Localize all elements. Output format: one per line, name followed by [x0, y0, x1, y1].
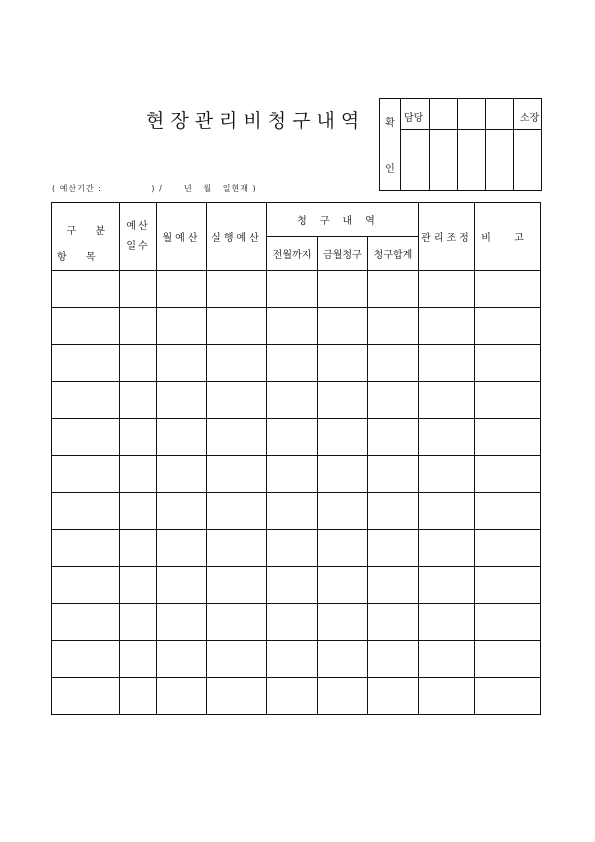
table-row	[52, 641, 541, 678]
approval-sign-2[interactable]	[430, 130, 458, 191]
cell-remarks[interactable]	[475, 530, 541, 567]
cell-prev-month[interactable]	[267, 530, 318, 567]
header-exec-budget: 실행예산	[207, 203, 267, 271]
cell-mgmt-adjust[interactable]	[419, 530, 475, 567]
cell-exec-budget[interactable]	[207, 678, 267, 715]
cell-exec-budget[interactable]	[207, 345, 267, 382]
approval-side-bottom: 인	[385, 164, 395, 175]
table-row	[52, 419, 541, 456]
cell-mgmt-adjust[interactable]	[419, 456, 475, 493]
cell-prev-month[interactable]	[267, 604, 318, 641]
cell-claim-total[interactable]	[368, 641, 419, 678]
cell-exec-budget[interactable]	[207, 419, 267, 456]
cell-item[interactable]	[52, 493, 120, 530]
cell-item[interactable]	[52, 641, 120, 678]
approval-sign-3[interactable]	[458, 130, 486, 191]
approval-manager-label: 소장	[520, 113, 540, 124]
approval-staff-label: 담당	[404, 113, 424, 124]
budget-period-line: ( 예산기간 : ) / 년 월 일현재 )	[52, 184, 257, 193]
cell-claim-total[interactable]	[368, 382, 419, 419]
header-remarks: 비 고	[475, 203, 541, 271]
cell-exec-budget[interactable]	[207, 567, 267, 604]
cell-budget-days[interactable]	[120, 456, 157, 493]
cell-this-month[interactable]	[318, 641, 368, 678]
cell-claim-total[interactable]	[368, 345, 419, 382]
cell-budget-days[interactable]	[120, 419, 157, 456]
header-monthly-budget: 월예산	[157, 203, 207, 271]
cell-budget-days[interactable]	[120, 530, 157, 567]
table-row	[52, 530, 541, 567]
header-this-month: 금월청구	[318, 237, 368, 271]
cell-remarks[interactable]	[475, 308, 541, 345]
cell-mgmt-adjust[interactable]	[419, 308, 475, 345]
cell-exec-budget[interactable]	[207, 382, 267, 419]
approval-header-3	[458, 99, 486, 130]
header-claim-total: 청구합계	[368, 237, 419, 271]
approval-header-4	[486, 99, 514, 130]
header-category-bottom: 항 목	[57, 251, 104, 263]
cell-exec-budget[interactable]	[207, 641, 267, 678]
table-row	[52, 345, 541, 382]
table-row	[52, 567, 541, 604]
approval-sign-manager[interactable]	[514, 130, 542, 191]
cell-monthly-budget[interactable]	[157, 530, 207, 567]
cell-exec-budget[interactable]	[207, 530, 267, 567]
cell-this-month[interactable]	[318, 530, 368, 567]
table-row	[52, 493, 541, 530]
cell-exec-budget[interactable]	[207, 604, 267, 641]
cell-prev-month[interactable]	[267, 641, 318, 678]
cell-monthly-budget[interactable]	[157, 678, 207, 715]
cell-remarks[interactable]	[475, 419, 541, 456]
cell-monthly-budget[interactable]	[157, 456, 207, 493]
cell-remarks[interactable]	[475, 456, 541, 493]
cell-this-month[interactable]	[318, 382, 368, 419]
cell-this-month[interactable]	[318, 493, 368, 530]
cell-claim-total[interactable]	[368, 419, 419, 456]
cell-this-month[interactable]	[318, 308, 368, 345]
cell-exec-budget[interactable]	[207, 493, 267, 530]
cell-budget-days[interactable]	[120, 308, 157, 345]
table-row	[52, 678, 541, 715]
cell-prev-month[interactable]	[267, 382, 318, 419]
cell-claim-total[interactable]	[368, 493, 419, 530]
header-claim-group: 청구내역	[267, 203, 419, 237]
approval-header-staff	[401, 99, 430, 130]
cell-exec-budget[interactable]	[207, 308, 267, 345]
cell-item[interactable]	[52, 382, 120, 419]
cell-budget-days[interactable]	[120, 382, 157, 419]
cell-remarks[interactable]	[475, 604, 541, 641]
cell-prev-month[interactable]	[267, 271, 318, 308]
header-budget-days	[120, 203, 157, 271]
cell-this-month[interactable]	[318, 567, 368, 604]
header-budget-days-top: 예산	[126, 220, 150, 232]
table-row	[52, 456, 541, 493]
approval-box	[379, 98, 542, 191]
cell-mgmt-adjust[interactable]	[419, 419, 475, 456]
cell-claim-total[interactable]	[368, 456, 419, 493]
cell-remarks[interactable]	[475, 382, 541, 419]
cell-remarks[interactable]	[475, 678, 541, 715]
cell-prev-month[interactable]	[267, 567, 318, 604]
cell-prev-month[interactable]	[267, 419, 318, 456]
header-category	[52, 203, 120, 271]
cell-item[interactable]	[52, 567, 120, 604]
cell-mgmt-adjust[interactable]	[419, 345, 475, 382]
approval-side-top: 확	[385, 118, 395, 129]
cell-remarks[interactable]	[475, 271, 541, 308]
table-row	[52, 308, 541, 345]
page-title: 현장관리비청구내역	[146, 110, 366, 132]
approval-sign-4[interactable]	[486, 130, 514, 191]
cell-prev-month[interactable]	[267, 308, 318, 345]
header-category-top: 구 분	[66, 225, 113, 237]
cell-item[interactable]	[52, 345, 120, 382]
table-row	[52, 604, 541, 641]
cell-monthly-budget[interactable]	[157, 567, 207, 604]
cell-this-month[interactable]	[318, 604, 368, 641]
cell-prev-month[interactable]	[267, 493, 318, 530]
cell-mgmt-adjust[interactable]	[419, 271, 475, 308]
cell-monthly-budget[interactable]	[157, 308, 207, 345]
cell-prev-month[interactable]	[267, 678, 318, 715]
cell-item[interactable]	[52, 308, 120, 345]
cell-this-month[interactable]	[318, 419, 368, 456]
header-prev-month: 전월까지	[267, 237, 318, 271]
cell-claim-total[interactable]	[368, 567, 419, 604]
approval-sign-staff[interactable]	[401, 130, 430, 191]
cell-monthly-budget[interactable]	[157, 604, 207, 641]
cell-monthly-budget[interactable]	[157, 345, 207, 382]
cell-this-month[interactable]	[318, 345, 368, 382]
approval-header-manager	[514, 99, 542, 130]
cell-claim-total[interactable]	[368, 604, 419, 641]
cell-this-month[interactable]	[318, 456, 368, 493]
cell-budget-days[interactable]	[120, 271, 157, 308]
cell-item[interactable]	[52, 604, 120, 641]
cell-remarks[interactable]	[475, 345, 541, 382]
cell-item[interactable]	[52, 678, 120, 715]
cell-mgmt-adjust[interactable]	[419, 641, 475, 678]
table-row	[52, 271, 541, 308]
cell-prev-month[interactable]	[267, 456, 318, 493]
cell-budget-days[interactable]	[120, 345, 157, 382]
approval-header-2	[430, 99, 458, 130]
cell-claim-total[interactable]	[368, 271, 419, 308]
cell-claim-total[interactable]	[368, 530, 419, 567]
cell-exec-budget[interactable]	[207, 271, 267, 308]
cell-mgmt-adjust[interactable]	[419, 382, 475, 419]
cell-mgmt-adjust[interactable]	[419, 604, 475, 641]
approval-side-label	[380, 99, 401, 191]
cell-claim-total[interactable]	[368, 308, 419, 345]
cell-monthly-budget[interactable]	[157, 271, 207, 308]
cell-remarks[interactable]	[475, 493, 541, 530]
cell-prev-month[interactable]	[267, 345, 318, 382]
cell-budget-days[interactable]	[120, 604, 157, 641]
cell-budget-days[interactable]	[120, 641, 157, 678]
cell-budget-days[interactable]	[120, 678, 157, 715]
cell-item[interactable]	[52, 271, 120, 308]
cell-remarks[interactable]	[475, 567, 541, 604]
cell-monthly-budget[interactable]	[157, 493, 207, 530]
cell-budget-days[interactable]	[120, 567, 157, 604]
cell-budget-days[interactable]	[120, 493, 157, 530]
cell-mgmt-adjust[interactable]	[419, 678, 475, 715]
header-budget-days-bottom: 일수	[126, 240, 150, 252]
cell-item[interactable]	[52, 456, 120, 493]
cell-monthly-budget[interactable]	[157, 641, 207, 678]
cell-exec-budget[interactable]	[207, 456, 267, 493]
cell-this-month[interactable]	[318, 271, 368, 308]
cell-mgmt-adjust[interactable]	[419, 493, 475, 530]
header-mgmt-adjust: 관리조정	[419, 203, 475, 271]
claim-table	[51, 202, 541, 715]
cell-mgmt-adjust[interactable]	[419, 567, 475, 604]
cell-monthly-budget[interactable]	[157, 382, 207, 419]
cell-item[interactable]	[52, 530, 120, 567]
cell-monthly-budget[interactable]	[157, 419, 207, 456]
cell-claim-total[interactable]	[368, 678, 419, 715]
table-row	[52, 382, 541, 419]
cell-this-month[interactable]	[318, 678, 368, 715]
cell-remarks[interactable]	[475, 641, 541, 678]
cell-item[interactable]	[52, 419, 120, 456]
